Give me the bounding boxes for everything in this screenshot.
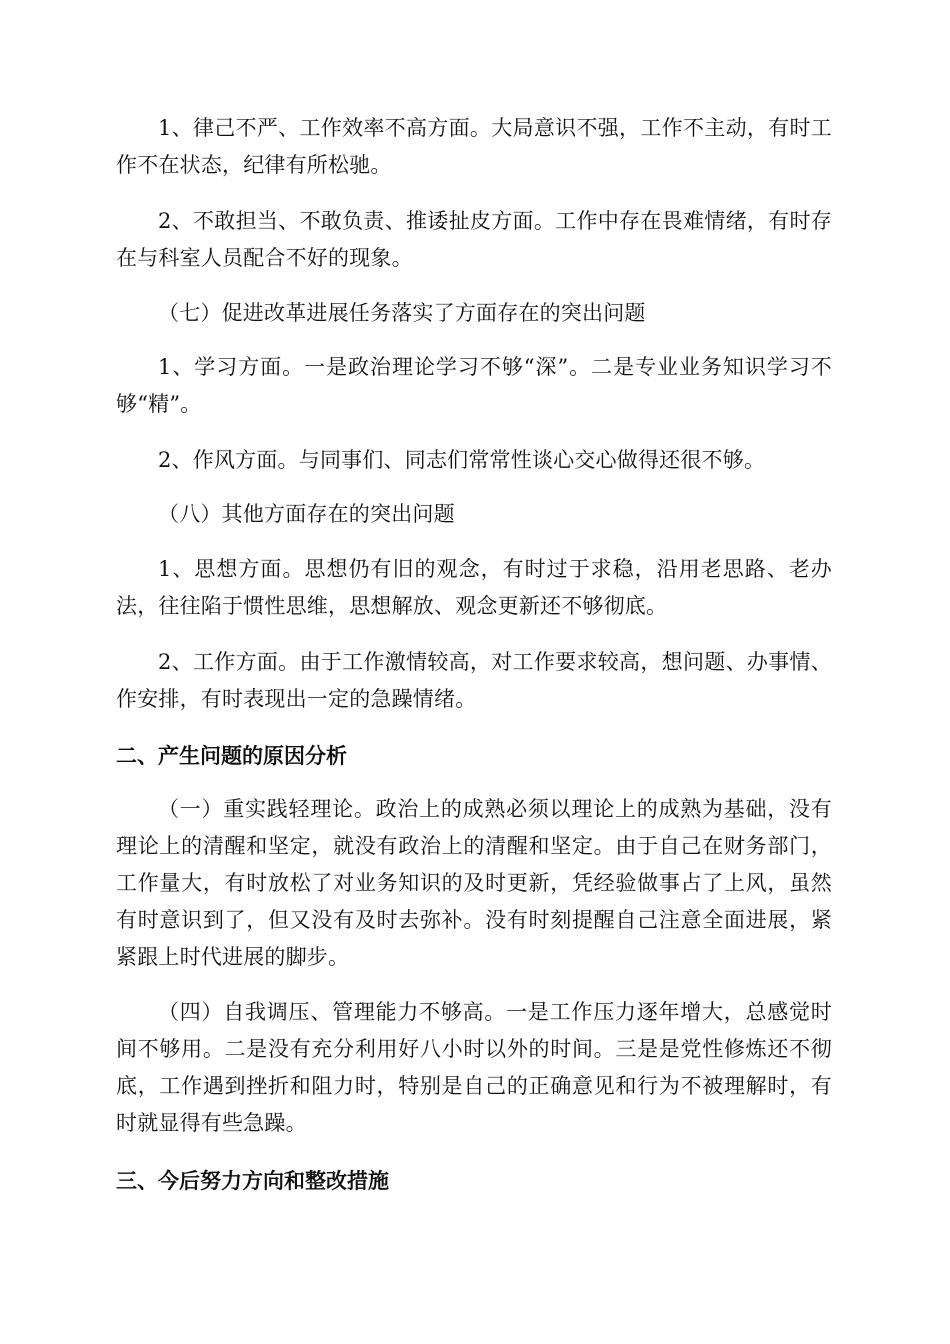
section-heading-2: 二、产生问题的原因分析 — [116, 743, 347, 768]
paragraph-2: 2、不敢担当、不敢负责、推诿扯皮方面。工作中存在畏难情绪，有时存在与科室人员配合不好的现象。 — [116, 209, 832, 270]
paragraph-8: 2、工作方面。由于工作激情较高，对工作要求较高，想问题、办事情、作安排，有时表现出一定的急躁情绪。 — [116, 650, 832, 711]
paragraph-9: （一）重实践轻理论。政治上的成熟必须以理论上的成熟为基础，没有理论上的清醒和坚定，就没有政治上的清醒和坚定。由于自己在财务部门，工作量大，有时放松了对业务知识的及时更新，凭经验做事占了上风，虽然有时意识到了，但又没有及时去弥补。没有时刻提醒自己注意全面进展，紧紧跟上时代进展的脚步。 — [116, 797, 832, 969]
paragraph-10: （四）自我调压、管理能力不够高。一是工作压力逐年增大，总感觉时间不够用。二是没有充分利用好八小时以外的时间。三是是党性修炼还不彻底，工作遇到挫折和阻力时，特别是自己的正确意见和行为不被理解时，有时就显得有些急躁。 — [116, 1000, 832, 1135]
paragraph-1: 1、律己不严、工作效率不高方面。大局意识不强，工作不主动，有时工作不在状态，纪律有所松驰。 — [116, 116, 832, 177]
paragraph-5: 2、作风方面。与同事们、同志们常常性谈心交心做得还很不够。 — [158, 448, 766, 472]
paragraph-7: 1、思想方面。思想仍有旧的观念，有时过于求稳，沿用老思路、老办法，往往陷于惯性思维，思想解放、观念更新还不够彻底。 — [116, 557, 832, 618]
paragraph-6: （八）其他方面存在的突出问题 — [158, 502, 455, 526]
paragraph-3: （七）促进改革进展任务落实了方面存在的突出问题 — [158, 301, 646, 325]
section-heading-3: 三、今后努力方向和整改措施 — [116, 1168, 389, 1193]
paragraph-4: 1、学习方面。一是政治理论学习不够“深”。二是专业业务知识学习不够“精”。 — [116, 355, 832, 416]
